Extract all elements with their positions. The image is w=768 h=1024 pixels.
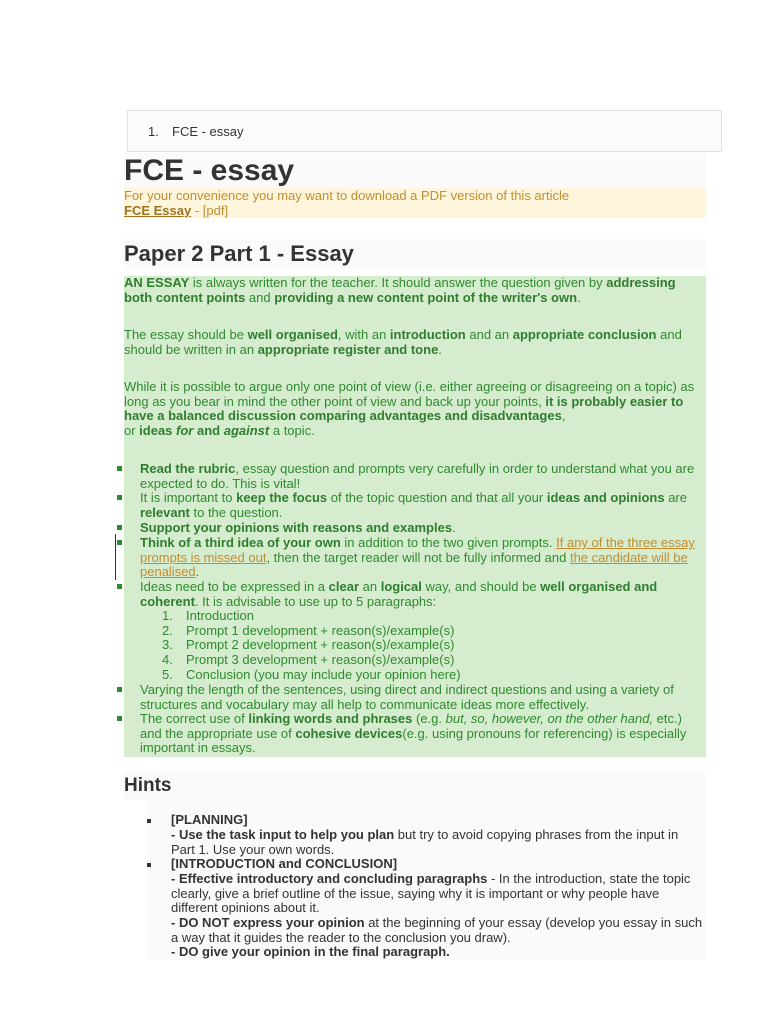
bullet-icon <box>147 819 151 823</box>
hints-list <box>147 800 706 960</box>
bullet-icon <box>117 525 122 530</box>
pdf-suffix: - [pdf] <box>191 203 229 218</box>
bullet-icon <box>117 495 122 500</box>
toc-item-number: 1. <box>148 124 159 139</box>
hint-effective-paragraphs: - Effective introductory and concluding paragraphs - In the introduction, state the topic clearly, give a brief outline of the issue, saying why it is important or why people have different opinions about it. <box>171 871 691 916</box>
pdf-notice-text: For your convenience you may want to download a PDF version of this article <box>124 188 570 203</box>
list-item: 4. Prompt 3 development + reason(s)/example(s) <box>162 652 455 668</box>
paragraph-essay-definition: AN ESSAY is always written for the teacher. It should answer the question given by addressing both content points and providing a new content point of the writer's own. <box>124 275 676 305</box>
penalised-link[interactable]: the candidate will be penalised <box>140 549 688 580</box>
hint-planning-title: [PLANNING] <box>171 812 248 827</box>
hint-no-opinion-start: - DO NOT express your opinion at the beginning of your essay (develop you essay in such a way that it guides the reader to the conclusion you draw). <box>171 915 703 945</box>
bullet-icon <box>117 466 122 471</box>
paragraph-organisation: The essay should be well organised, with an introduction and an appropriate conclusion and should be written in an appropriate register and tone. <box>124 327 682 357</box>
pdf-notice <box>124 188 706 218</box>
hint-intro-conclusion-title: [INTRODUCTION and CONCLUSION] <box>171 856 398 871</box>
paragraph-balanced-discussion: While it is possible to argue only one point of view (i.e. either agreeing or disagreeing on a topic) as long as you bear in mind the other point of view and back up your points, it is probably easier to have a balanced discussion comparing advantages and disadvantages, or ideas for and against a topic. <box>124 379 695 439</box>
text-cursor <box>115 534 116 580</box>
pdf-download-link[interactable]: FCE Essay <box>124 203 192 218</box>
bullet-icon <box>117 540 122 545</box>
list-item: 1. Introduction <box>162 608 254 623</box>
section-heading: Paper 2 Part 1 - Essay <box>124 239 706 269</box>
list-item: 3. Prompt 2 development + reason(s)/example(s) <box>162 637 455 653</box>
page-title: FCE - essay <box>124 153 706 189</box>
list-item: 2. Prompt 1 development + reason(s)/example(s) <box>162 622 455 638</box>
table-of-contents <box>127 110 722 152</box>
hint-opinion-final: - DO give your opinion in the final paragraph. <box>171 944 450 959</box>
hints-heading: Hints <box>124 772 706 800</box>
paragraph-plan-list <box>162 609 662 682</box>
essay-guidelines-block: AN ESSAY is always written for the teacher. It should answer the question given by addressing both content points and providing a new content point of the writer's own. The essay should be well organised, with an introduction and an appropriate conclusion and should be written in an appropriate register and tone. While it is possible to argue only one point of view (i.e. either agreeing or disagreeing on a topic) as long as you bear in mind the other point of view and back up your points, it is probably easier to have a balanced discussion comparing advantages and disadvantages, or ideas for and against a topic. Read the rubric, essay question and prompts very carefully in order to understand what you are expected to do. This is vital! It is important to keep the focus of the topic question and that all your ideas and opinions are relevant to the question. Support your opinions with reasons and examples. Think of a third idea of your own in addition to the two given prompts. If any of the three essay prompts is missed out, then the target reader will not be fully informed and the candidate will be penalised. Ideas need to be expressed in a clear an logical way, and should be well organised and coherent. It is advisable to use up to 5 paragraphs: 1. Introduction 2. Prompt 1 development + reason(s)/example(s) 3. Prompt 2 development + reason(s)/example(s) 4. Prompt 3 development + reason(s)/example(s) 5. Conclusion (you may include your opinion here) Varying the length of the sentences, using direct and indirect questions and using a variety of structures and vocabulary may all help to communicate ideas more effectively. The correct use of linking words and phrases (e.g. but, so, however, on the other hand, etc.) and the appropriate use of cohesive devices(e.g. using pronouns for referencing) is especially important in essays. <box>124 276 706 757</box>
bullet-icon <box>117 716 122 721</box>
toc-item-link[interactable]: FCE - essay <box>172 124 244 139</box>
missed-prompts-link[interactable]: If any of the three essay prompts is missed out <box>140 535 695 565</box>
bullet-icon <box>117 584 122 589</box>
list-item: 5. Conclusion (you may include your opinion here) <box>162 666 461 682</box>
bullet-icon <box>117 687 122 692</box>
bullet-icon <box>147 863 151 867</box>
hint-planning-text: - Use the task input to help you plan but try to avoid copying phrases from the input in Part 1. Use your own words. <box>171 827 679 857</box>
